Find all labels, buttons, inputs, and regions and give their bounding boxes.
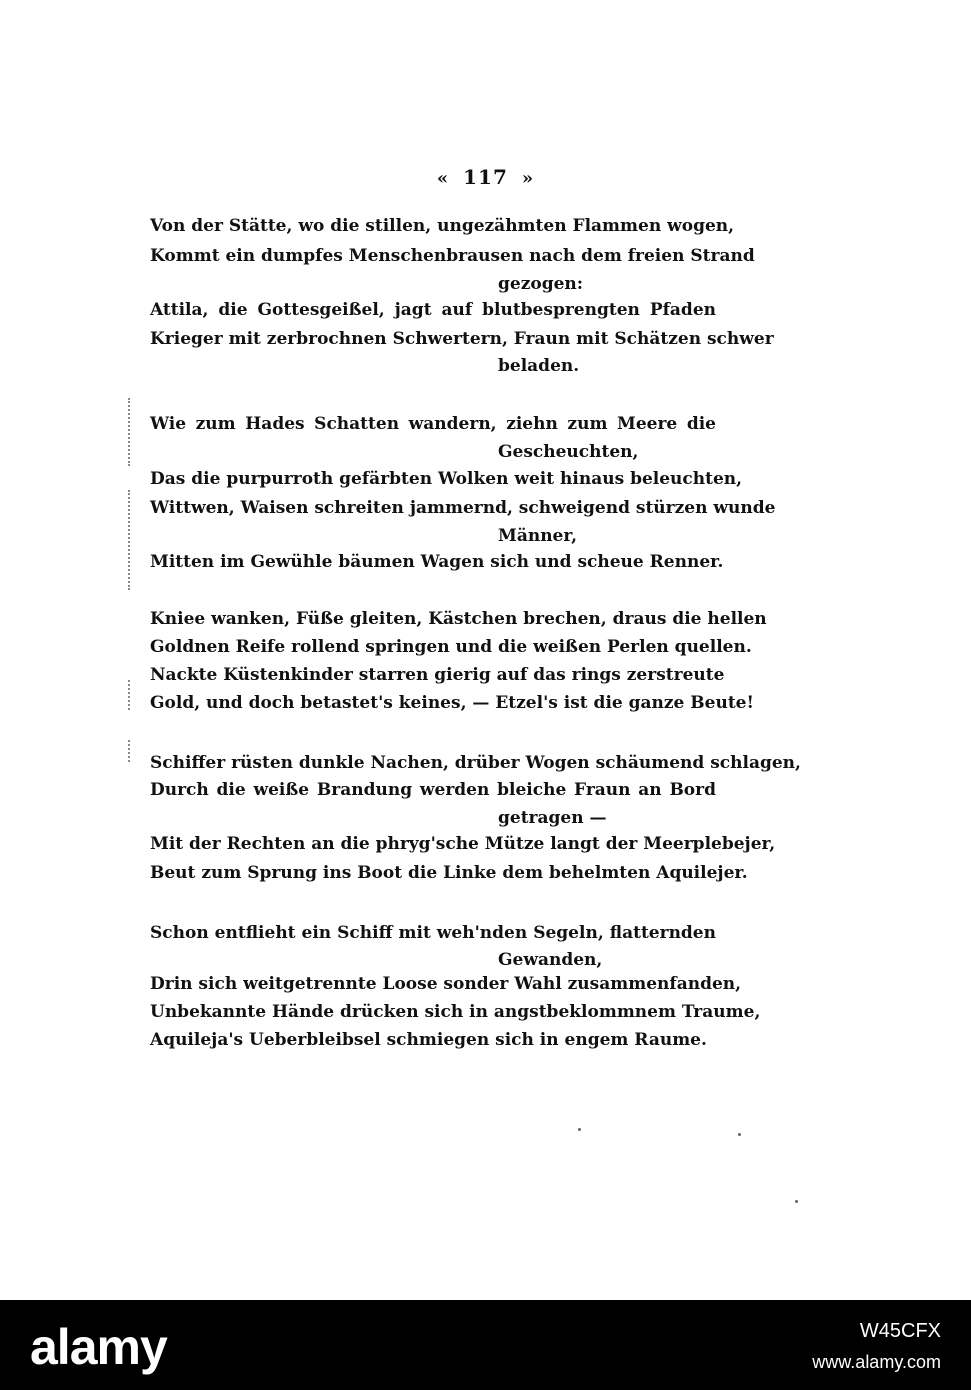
scan-margin-mark <box>128 490 132 590</box>
verse-line: Nackte Küstenkinder starren gierig auf das rings zerstreute <box>150 665 725 685</box>
page-number: 117 <box>463 165 508 189</box>
verse-line: Das die purpurroth gefärbten Wolken weit hinaus beleuchten, <box>150 469 743 489</box>
scan-speck <box>738 1133 741 1136</box>
verse-line: Kommt ein dumpfes Menschenbrausen nach dem freien Strand <box>150 246 755 266</box>
scan-speck <box>578 1128 581 1131</box>
site-url: www.alamy.com <box>812 1352 941 1372</box>
verse-line: Wie zum Hades Schatten wandern, ziehn zum Meere die <box>150 414 716 434</box>
verse-line: Unbekannte Hände drücken sich in angstbeklommnem Traume, <box>150 1002 761 1022</box>
verse-line: Kniee wanken, Füße gleiten, Kästchen brechen, draus die hellen <box>150 609 767 629</box>
page-number-header <box>0 165 971 189</box>
scan-margin-mark <box>128 740 132 762</box>
ornament-right: » <box>521 168 535 189</box>
verse-line: Durch die weiße Brandung werden bleiche Fraun an Bord <box>150 780 716 800</box>
ornament-left: « <box>436 168 450 189</box>
verse-line-continuation: beladen. <box>498 356 580 376</box>
verse-line: Mitten im Gewühle bäumen Wagen sich und scheue Renner. <box>150 552 724 572</box>
scan-margin-mark <box>128 680 132 710</box>
verse-line: Krieger mit zerbrochnen Schwertern, Fraun mit Schätzen schwer <box>150 329 774 349</box>
verse-line: Drin sich weitgetrennte Loose sonder Wahl zusammenfanden, <box>150 974 742 994</box>
verse-line-continuation: gezogen: <box>498 274 584 294</box>
verse-line: Attila, die Gottesgeißel, jagt auf blutbesprengten Pfaden <box>150 300 716 320</box>
verse-line-continuation: getragen — <box>498 808 607 828</box>
scan-margin-mark <box>128 398 132 466</box>
verse-line: Von der Stätte, wo die stillen, ungezähmten Flammen wogen, <box>150 216 735 236</box>
verse-line: Beut zum Sprung ins Boot die Linke dem behelmten Aquilejer. <box>150 863 748 883</box>
watermark-footer <box>0 1300 971 1390</box>
verse-line: Schiffer rüsten dunkle Nachen, drüber Wogen schäumend schlagen, <box>150 753 801 773</box>
verse-line-continuation: Gewanden, <box>498 950 603 970</box>
scan-speck <box>795 1200 798 1203</box>
verse-line: Schon entflieht ein Schiff mit weh'nden Segeln, flatternden <box>150 923 716 943</box>
verse-line-continuation: Männer, <box>498 526 578 546</box>
image-id: W45CFX <box>859 1320 941 1342</box>
verse-line: Gold, und doch betastet's keines, — Etzel's ist die ganze Beute! <box>150 693 754 713</box>
verse-line: Aquileja's Ueberbleibsel schmiegen sich in engem Raume. <box>150 1030 707 1050</box>
verse-line: Wittwen, Waisen schreiten jammernd, schweigend stürzen wunde <box>150 498 776 518</box>
verse-line: Goldnen Reife rollend springen und die weißen Perlen quellen. <box>150 637 752 657</box>
brand-logo: alamy <box>30 1319 167 1375</box>
verse-line-continuation: Gescheuchten, <box>498 442 639 462</box>
verse-line: Mit der Rechten an die phryg'sche Mütze langt der Meerplebejer, <box>150 834 776 854</box>
